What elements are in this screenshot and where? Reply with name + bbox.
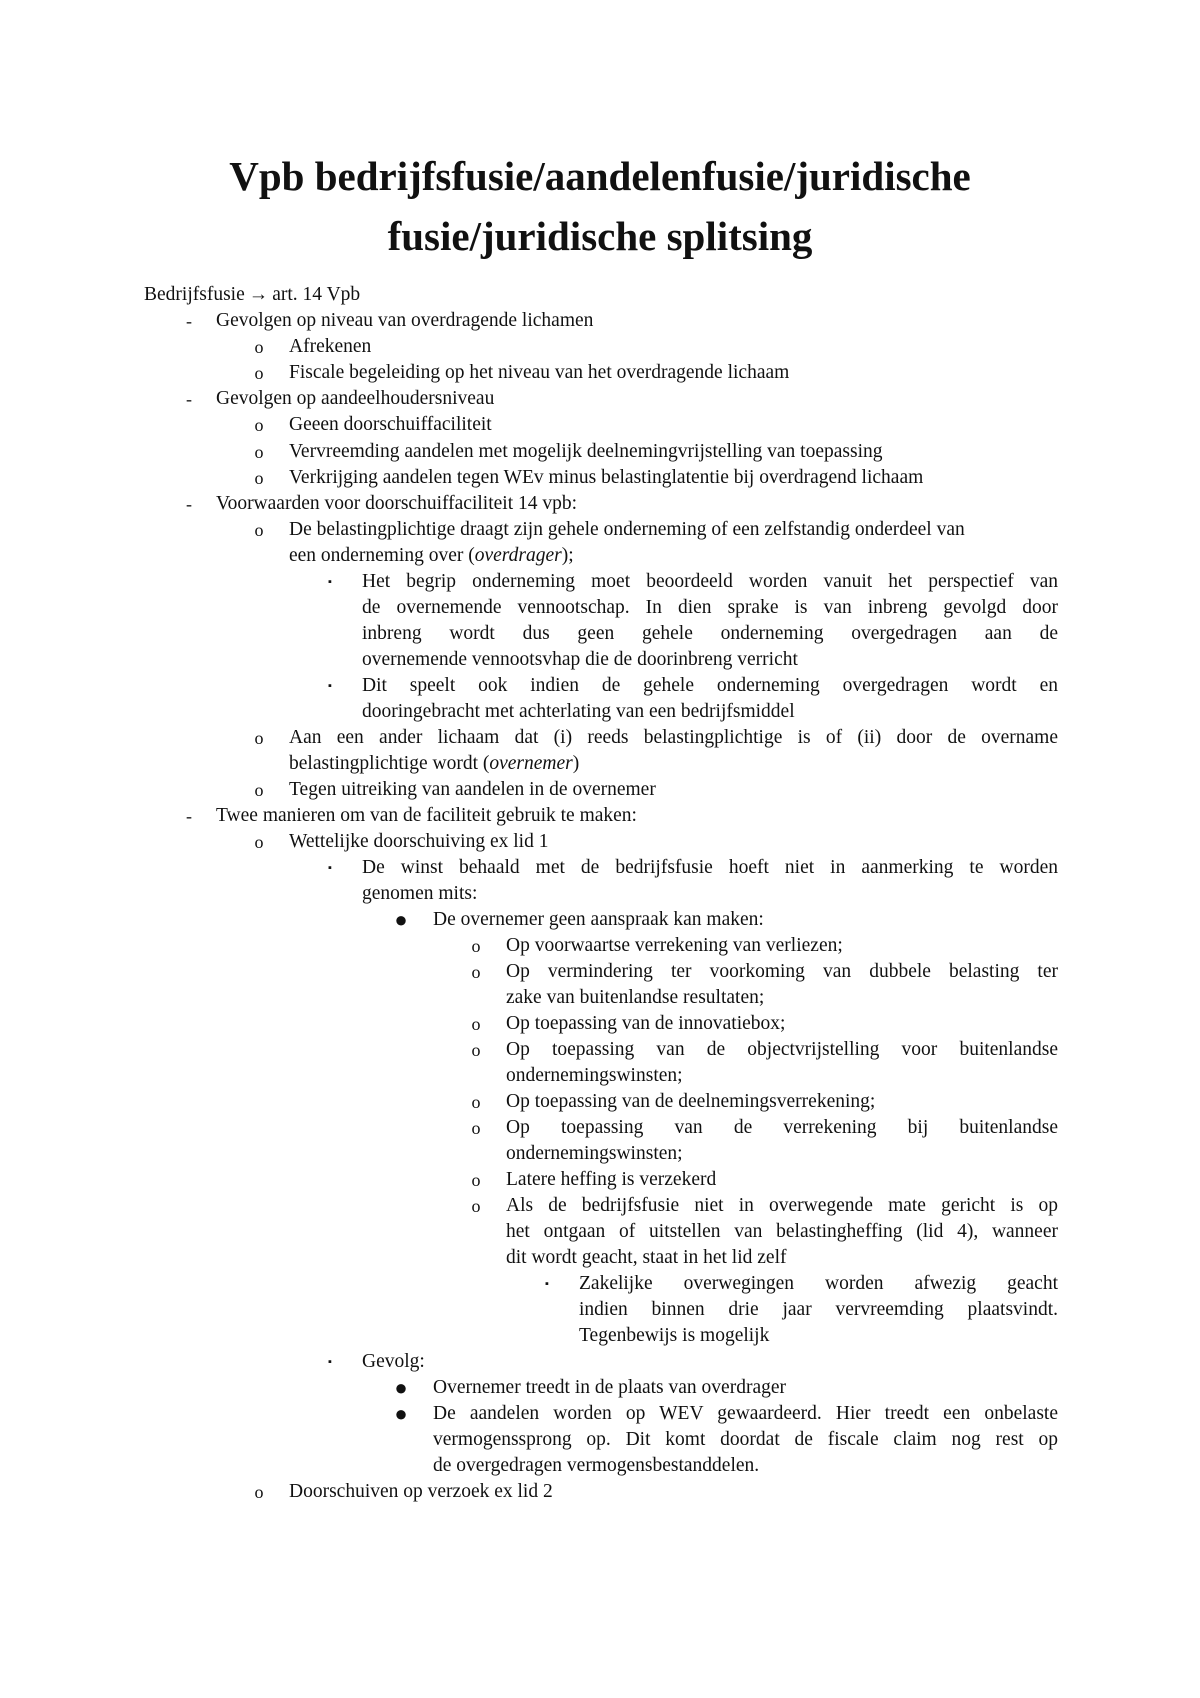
list-item-text: Gevolgen op niveau van overdragende lichamen — [216, 310, 594, 331]
circle-bullet-icon: o — [254, 1482, 264, 1502]
circle-bullet-icon: o — [471, 1040, 481, 1060]
list-item-text: inbreng wordt dus geen gehele onderneming overgedragen aan de — [362, 623, 1058, 644]
dash-bullet-icon: - — [186, 494, 192, 514]
list-item-text: Op toepassing van de innovatiebox; — [506, 1013, 786, 1034]
dash-bullet-icon: - — [186, 311, 192, 331]
list-item-text: Vervreemding aandelen met mogelijk deelnemingvrijstelling van toepassing — [289, 441, 883, 462]
list-item-text: de overnemende vennootschap. In dien sprake is van inbreng gevolgd door — [362, 597, 1058, 618]
list-item-text: Geeen doorschuiffaciliteit — [289, 414, 492, 435]
list-item-text: Latere heffing is verzekerd — [506, 1169, 717, 1190]
list-item-text: Wettelijke doorschuiving ex lid 1 — [289, 831, 549, 852]
list-item-text: Doorschuiven op verzoek ex lid 2 — [289, 1481, 553, 1502]
list-item-text: ); — [561, 545, 574, 566]
list-item-text: het ontgaan of uitstellen van belastingheffing (lid 4), wanneer — [506, 1221, 1058, 1242]
circle-bullet-icon: o — [471, 1118, 481, 1138]
circle-bullet-icon: o — [471, 1014, 481, 1034]
dot-bullet-icon: ● — [394, 1401, 408, 1426]
list-item-text: Afrekenen — [289, 336, 372, 357]
circle-bullet-icon: o — [254, 520, 264, 540]
page-title — [120, 146, 1080, 266]
heading-prefix: Bedrijfsfusie — [144, 284, 245, 305]
circle-bullet-icon: o — [471, 1196, 481, 1216]
dash-bullet-icon: - — [186, 806, 192, 826]
term-overnemer: overnemer — [489, 753, 573, 774]
dot-bullet-icon: ● — [394, 1375, 408, 1400]
square-bullet-icon: ▪ — [328, 1356, 332, 1368]
list-item-text: Tegen uitreiking van aandelen in de overnemer — [289, 779, 656, 800]
list-item-text: Dit speelt ook indien de gehele onderneming overgedragen wordt en — [362, 675, 1058, 696]
list-item-text: Op voorwaartse verrekening van verliezen; — [506, 935, 843, 956]
title-line-2: fusie/juridische splitsing — [387, 213, 813, 259]
list-item-text: De winst behaald met de bedrijfsfusie hoeft niet in aanmerking te worden — [362, 857, 1058, 878]
circle-bullet-icon: o — [254, 337, 264, 357]
list-item-text: De aandelen worden op WEV gewaardeerd. Hier treedt een onbelaste — [433, 1403, 1058, 1424]
arrow-right-icon: → — [248, 284, 269, 305]
list-item-text: genomen mits: — [362, 883, 478, 904]
list-item-text: overnemende vennootsvhap die de doorinbreng verricht — [362, 649, 798, 670]
list-item-text: de overgedragen vermogensbestanddelen. — [433, 1455, 760, 1476]
list-item-text: Fiscale begeleiding op het niveau van het overdragende lichaam — [289, 362, 790, 383]
heading-suffix: art. 14 Vpb — [272, 284, 361, 305]
circle-bullet-icon: o — [254, 832, 264, 852]
list-item-text: belastingplichtige wordt ( — [289, 753, 490, 774]
list-item-text: Voorwaarden voor doorschuiffaciliteit 14 vpb: — [216, 493, 578, 514]
list-item-text: ) — [572, 753, 580, 774]
list-item-text: Twee manieren om van de faciliteit gebruik te maken: — [216, 805, 637, 826]
list-item-text: ondernemingswinsten; — [506, 1143, 683, 1164]
list-item-text: Op toepassing van de verrekening bij buitenlandse — [506, 1117, 1058, 1138]
circle-bullet-icon: o — [254, 780, 264, 800]
list-item-text: dooringebracht met achterlating van een bedrijfsmiddel — [362, 701, 795, 722]
list-item-text: Op toepassing van de objectvrijstelling voor buitenlandse — [506, 1039, 1058, 1060]
circle-bullet-icon: o — [254, 468, 264, 488]
list-item-text: Aan een ander lichaam dat (i) reeds belastingplichtige is of (ii) door de overname — [289, 727, 1058, 748]
list-item-text: Tegenbewijs is mogelijk — [579, 1325, 770, 1346]
list-item-text: De overnemer geen aanspraak kan maken: — [433, 909, 764, 930]
square-bullet-icon: ▪ — [328, 680, 332, 692]
square-bullet-icon: ▪ — [328, 862, 332, 874]
circle-bullet-icon: o — [254, 728, 264, 748]
circle-bullet-icon: o — [254, 363, 264, 383]
circle-bullet-icon: o — [471, 936, 481, 956]
term-overdrager: overdrager — [474, 545, 562, 566]
list-item-text: Als de bedrijfsfusie niet in overwegende mate gericht is op — [506, 1195, 1058, 1216]
title-line-1: Vpb bedrijfsfusie/aandelenfusie/juridische — [229, 153, 971, 199]
list-item-text: Het begrip onderneming moet beoordeeld worden vanuit het perspectief van — [362, 571, 1058, 592]
list-item-text: Zakelijke overwegingen worden afwezig geacht — [579, 1273, 1058, 1294]
list-item-text: dit wordt geacht, staat in het lid zelf — [506, 1247, 787, 1268]
list-item-text: Overnemer treedt in de plaats van overdrager — [433, 1377, 786, 1398]
list-item-text: Op toepassing van de deelnemingsverrekening; — [506, 1091, 876, 1112]
square-bullet-icon: ▪ — [328, 576, 332, 588]
list-item-text: vermogenssprong op. Dit komt doordat de fiscale claim nog rest op — [433, 1429, 1058, 1450]
list-item-text: een onderneming over ( — [289, 545, 475, 566]
list-item-text: Op vermindering ter voorkoming van dubbele belasting ter — [506, 961, 1058, 982]
circle-bullet-icon: o — [471, 962, 481, 982]
dot-bullet-icon: ● — [394, 907, 408, 932]
dash-bullet-icon: - — [186, 389, 192, 409]
circle-bullet-icon: o — [471, 1170, 481, 1190]
circle-bullet-icon: o — [254, 442, 264, 462]
list-item-text: Verkrijging aandelen tegen WEv minus belastinglatentie bij overdragend lichaam — [289, 467, 924, 488]
square-bullet-icon: ▪ — [545, 1278, 549, 1290]
list-item-text: Gevolgen op aandeelhoudersniveau — [216, 388, 495, 409]
list-item-text: zake van buitenlandse resultaten; — [506, 987, 765, 1008]
list-item-text: indien binnen drie jaar vervreemding plaatsvindt. — [579, 1299, 1058, 1320]
list-item-text: ondernemingswinsten; — [506, 1065, 683, 1086]
list-item-text: De belastingplichtige draagt zijn gehele onderneming of een zelfstandig onderdeel van — [289, 519, 965, 540]
circle-bullet-icon: o — [254, 415, 264, 435]
list-item-text: Gevolg: — [362, 1351, 425, 1372]
circle-bullet-icon: o — [471, 1092, 481, 1112]
